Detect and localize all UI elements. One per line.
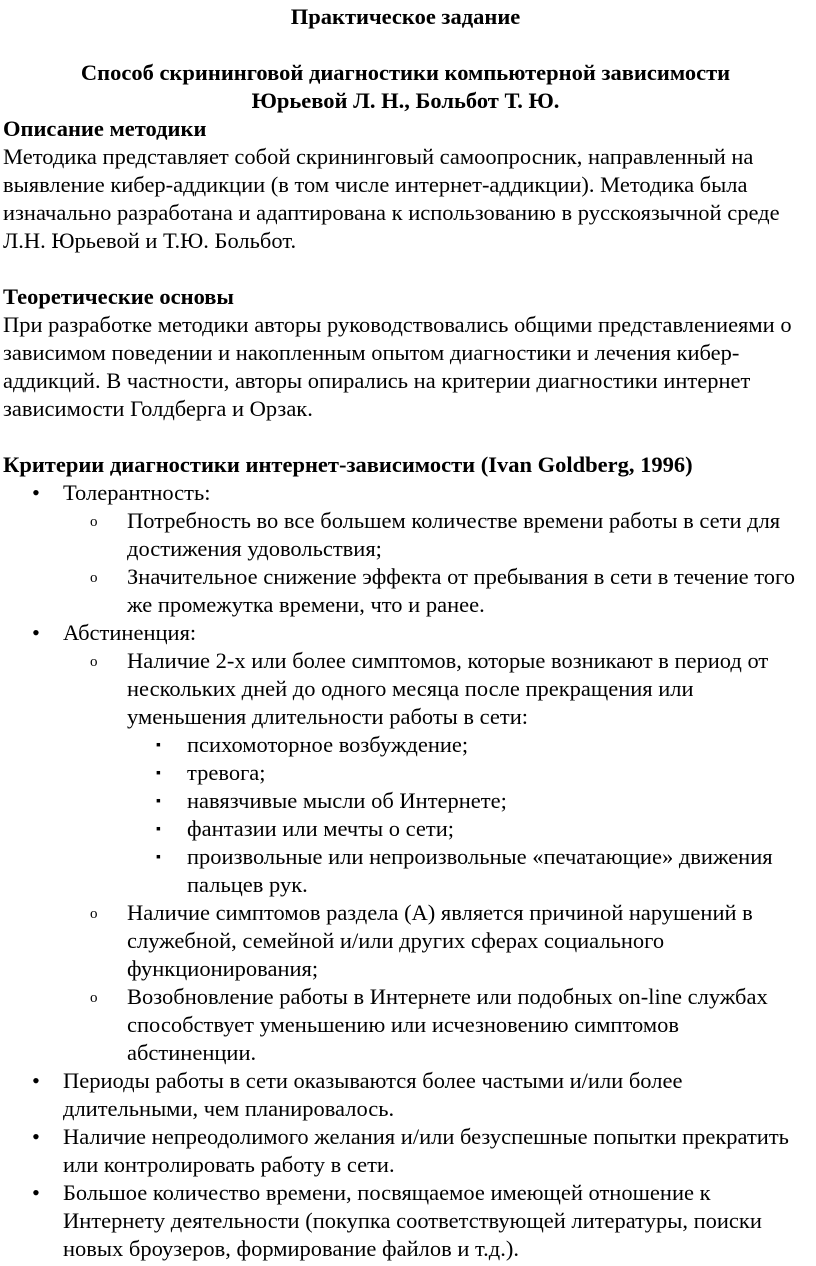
- symptom-text: тревога;: [187, 760, 266, 785]
- symptom-text: навязчивые мысли об Интернете;: [187, 788, 507, 813]
- section-heading-criteria: Критерии диагностики интернет-зависимости (Ivan Goldberg, 1996): [3, 452, 693, 477]
- bullet-icon: •: [32, 1124, 40, 1149]
- sub-list-item-text: Значительное снижение эффекта от пребывания в сети в течение того же промежутка времени, что и ранее.: [127, 564, 795, 617]
- list-item: [3, 1179, 808, 1263]
- square-bullet-icon: ▪: [156, 850, 161, 865]
- circle-bullet-icon: o: [90, 514, 98, 530]
- document-subtitle-line-2: Юрьевой Л. Н., Больбот Т. Ю.: [251, 88, 560, 113]
- symptom-item: [127, 815, 808, 843]
- sub-list-item: [63, 563, 808, 619]
- list-item-text: Толерантность:: [63, 480, 211, 505]
- section-heading-description: Описание методики: [3, 116, 207, 141]
- sub-list: [63, 647, 808, 1067]
- circle-bullet-icon: o: [90, 654, 98, 670]
- sub-list-item-text: Потребность во все большем количестве времени работы в сети для достижения удовольствия;: [127, 508, 781, 561]
- bullet-icon: •: [32, 1068, 40, 1093]
- list-item-text: Периоды работы в сети оказываются более частыми и/или более длительными, чем планировалось.: [63, 1068, 683, 1121]
- sub-list-item: [63, 507, 808, 563]
- list-item: [3, 1123, 808, 1179]
- circle-bullet-icon: o: [90, 990, 98, 1006]
- section-text-theory: При разработке методики авторы руководствовались общими представлениеями о зависимом поведении и накопленным опытом диагностики и лечения кибер-аддикций. В частности, авторы опирались на критерии диагностики интернет зависимости Голдберга и Орзак.: [3, 312, 792, 421]
- spacer: [3, 31, 808, 59]
- list-item: [3, 619, 808, 1067]
- symptom-item: [127, 759, 808, 787]
- square-bullet-icon: ▪: [156, 766, 161, 781]
- sub-list: [63, 507, 808, 619]
- list-item-text: Большое количество времени, посвящаемое имеющей отношение к Интернету деятельности (покупка соответствующей литературы, поиски новых броузеров, формирование файлов и т.д.).: [63, 1180, 762, 1261]
- list-item-text: Наличие непреодолимого желания и/или безуспешные попытки прекратить или контролировать работу в сети.: [63, 1124, 789, 1177]
- list-item: [3, 479, 808, 619]
- symptom-item: [127, 787, 808, 815]
- square-bullet-icon: ▪: [156, 794, 161, 809]
- symptom-list: [127, 731, 808, 899]
- bullet-icon: •: [32, 620, 40, 645]
- section-heading-theory: Теоретические основы: [3, 284, 234, 309]
- square-bullet-icon: ▪: [156, 822, 161, 837]
- document-subtitle-line-1: Способ скрининговой диагностики компьютерной зависимости: [80, 60, 731, 85]
- criteria-list: [3, 479, 808, 1263]
- spacer: [3, 255, 808, 283]
- list-item-text: Абстиненция:: [63, 620, 197, 645]
- circle-bullet-icon: o: [90, 906, 98, 922]
- symptom-item: [127, 843, 808, 899]
- symptom-item: [127, 731, 808, 759]
- sub-list-item-text: Возобновление работы в Интернете или подобных on-line службах способствует уменьшению или исчезновению симптомов абстиненции.: [127, 984, 768, 1065]
- sub-list-item-text: Наличие симптомов раздела (А) является причиной нарушений в служебной, семейной и/или других сферах социального функционирования;: [127, 900, 753, 981]
- document-title: Практическое задание: [290, 4, 521, 29]
- symptom-text: психомоторное возбуждение;: [187, 732, 469, 757]
- sub-list-item: [63, 647, 808, 899]
- sub-list-item: [63, 983, 808, 1067]
- symptom-text: произвольные или непроизвольные «печатающие» движения пальцев рук.: [187, 844, 773, 897]
- sub-list-item-text: Наличие 2-х или более симптомов, которые возникают в период от нескольких дней до одного месяца после прекращения или уменьшения длительности работы в сети:: [127, 648, 769, 729]
- list-item: [3, 1067, 808, 1123]
- spacer: [3, 423, 808, 451]
- bullet-icon: •: [32, 1180, 40, 1205]
- circle-bullet-icon: o: [90, 570, 98, 586]
- sub-list-item: [63, 899, 808, 983]
- square-bullet-icon: ▪: [156, 738, 161, 753]
- symptom-text: фантазии или мечты о сети;: [187, 816, 455, 841]
- bullet-icon: •: [32, 480, 40, 505]
- section-text-description: Методика представляет собой скрининговый самоопросник, направленный на выявление кибер-аддикции (в том числе интернет-аддикции). Методика была изначально разработана и адаптирована к использованию в русскоязычной среде Л.Н. Юрьевой и Т.Ю. Больбот.: [3, 144, 780, 253]
